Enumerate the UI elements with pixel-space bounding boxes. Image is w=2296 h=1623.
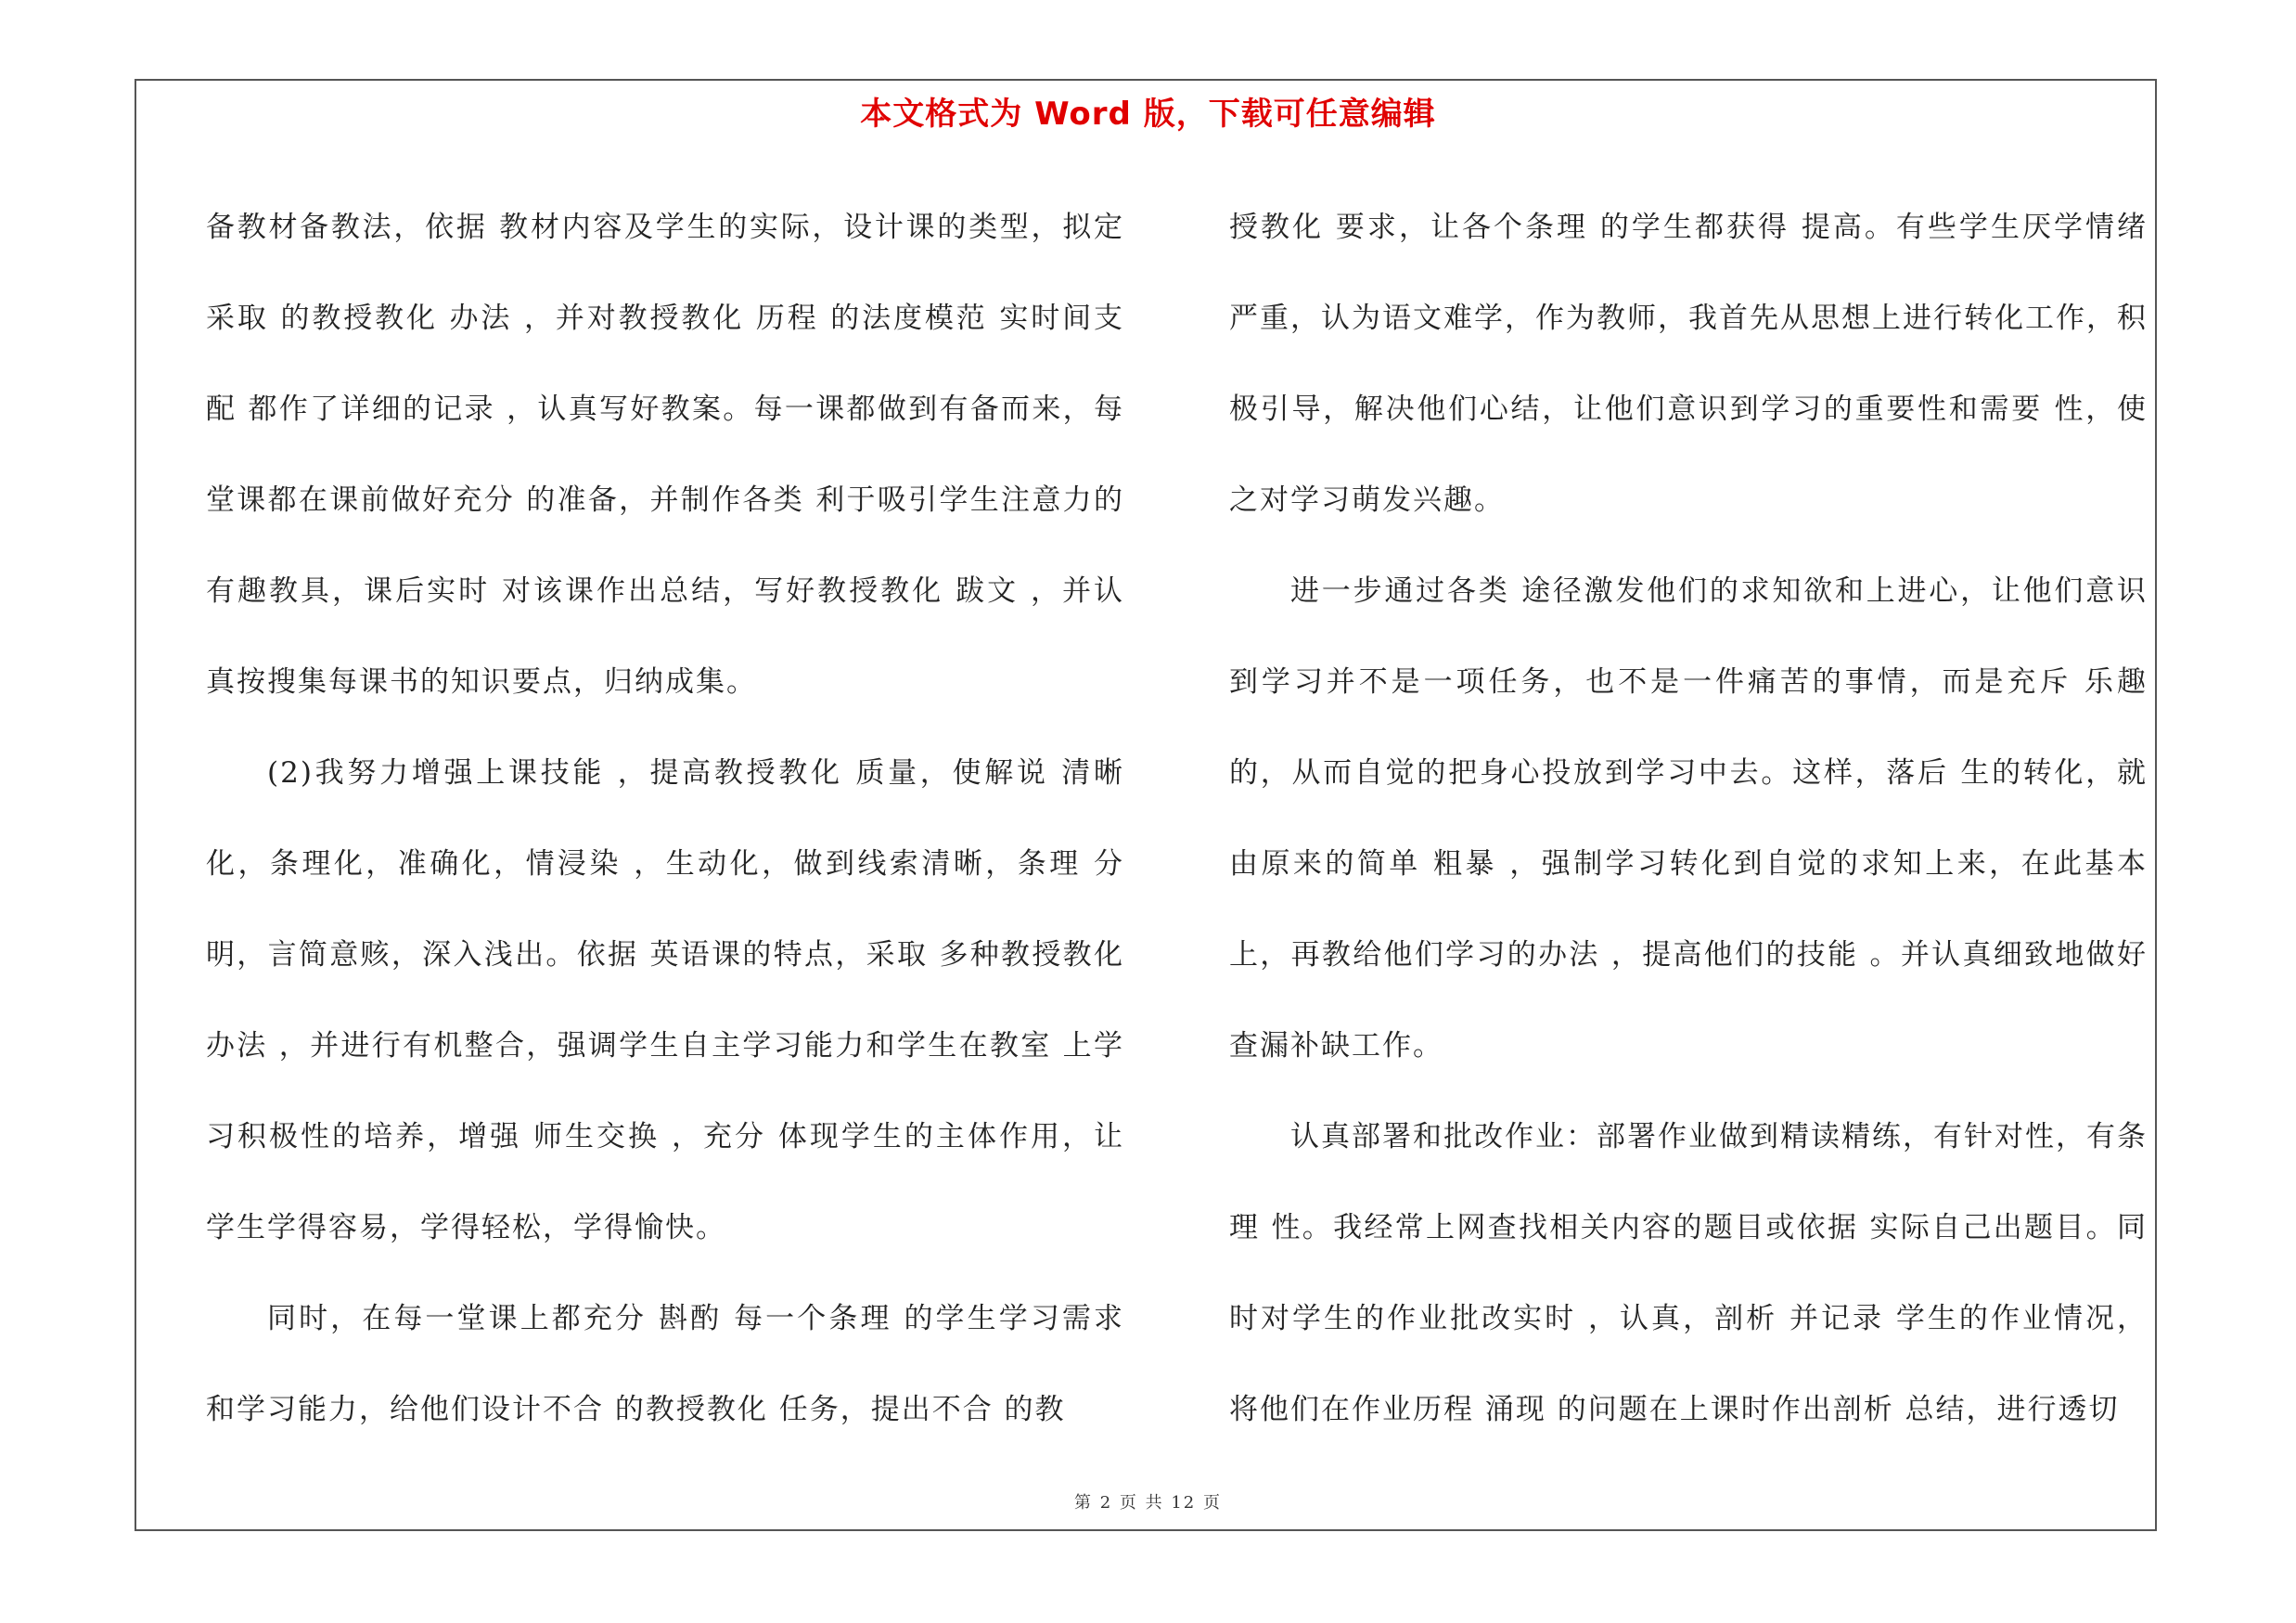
paragraph-student-levels: 同时，在每一堂课上都充分 斟酌 每一个条理 的学生学习需求和学习能力，给他们设计不合 的教授教化 任务，提出不合 的教 [206, 1302, 1124, 1426]
page-number: 第 2 页 共 12 页 [1074, 1493, 1222, 1513]
paragraph-teaching-skills: (2)我努力增强上课技能 ，提高教授教化 质量，使解说 清晰化，条理化，准确化，情浸染 ，生动化，做到线索清晰，条理 分明，言简意赅，深入浅出。依据 英语课的特点，采取 多种教授教化 办法 ，并进行有机整合，强调学生自主学习能力和学生在教室 上学习积极性的培养，增强 师生交换 ，充分 体现学生的主体作用，让学生学得容易，学得轻松，学得愉快。 [206, 756, 1124, 1244]
word-format-banner: 本文格式为 Word 版，下载可任意编辑 [860, 96, 1436, 133]
paragraph-lesson-prep: 备教材备教法，依据 教材内容及学生的实际，设计课的类型，拟定采取 的教授教化 办法 ，并对教授教化 历程 的法度模范 实时间支配 都作了详细的记录 ，认真写好教案。每一课都做到有备而来，每堂课都在课前做好充分 的准备，并制作各类 利于吸引学生注意力的有趣教具，课后实时 对该课作出总结，写好教授教化 跋文 ，并认真按搜集每课书的知识要点，归纳成集。 [206, 211, 1124, 699]
paragraph-homework: 认真部署和批改作业：部署作业做到精读精练，有针对性，有条理 性。我经常上网查找相关内容的题目或依据 实际自己出题目。同时对学生的作业批改实时 ，认真，剖析 并记录 学生的作业情况，将他们在作业历程 涌现 的问题在上课时作出剖析 总结，进行透切 [1229, 1120, 2148, 1426]
paragraph-motivation: 进一步通过各类 途径激发他们的求知欲和上进心，让他们意识到学习并不是一项任务，也不是一件痛苦的事情，而是充斥 乐趣的，从而自觉的把身心投放到学习中去。这样，落后 生的转化，就由原来的简单 粗暴 ，强制学习转化到自觉的求知上来，在此基本 上，再教给他们学习的办法 ，提高他们的技能 。并认真细致地做好查漏补缺工作。 [1229, 574, 2148, 1063]
paragraph-continuation: 授教化 要求，让各个条理 的学生都获得 提高。有些学生厌学情绪严重，认为语文难学，作为教师，我首先从思想上进行转化工作，积极引导，解决他们心结，让他们意识到学习的重要性和需要 性，使之对学习萌发兴趣。 [1229, 211, 2148, 517]
right-column [1229, 182, 2148, 1455]
left-column [206, 182, 1124, 1455]
